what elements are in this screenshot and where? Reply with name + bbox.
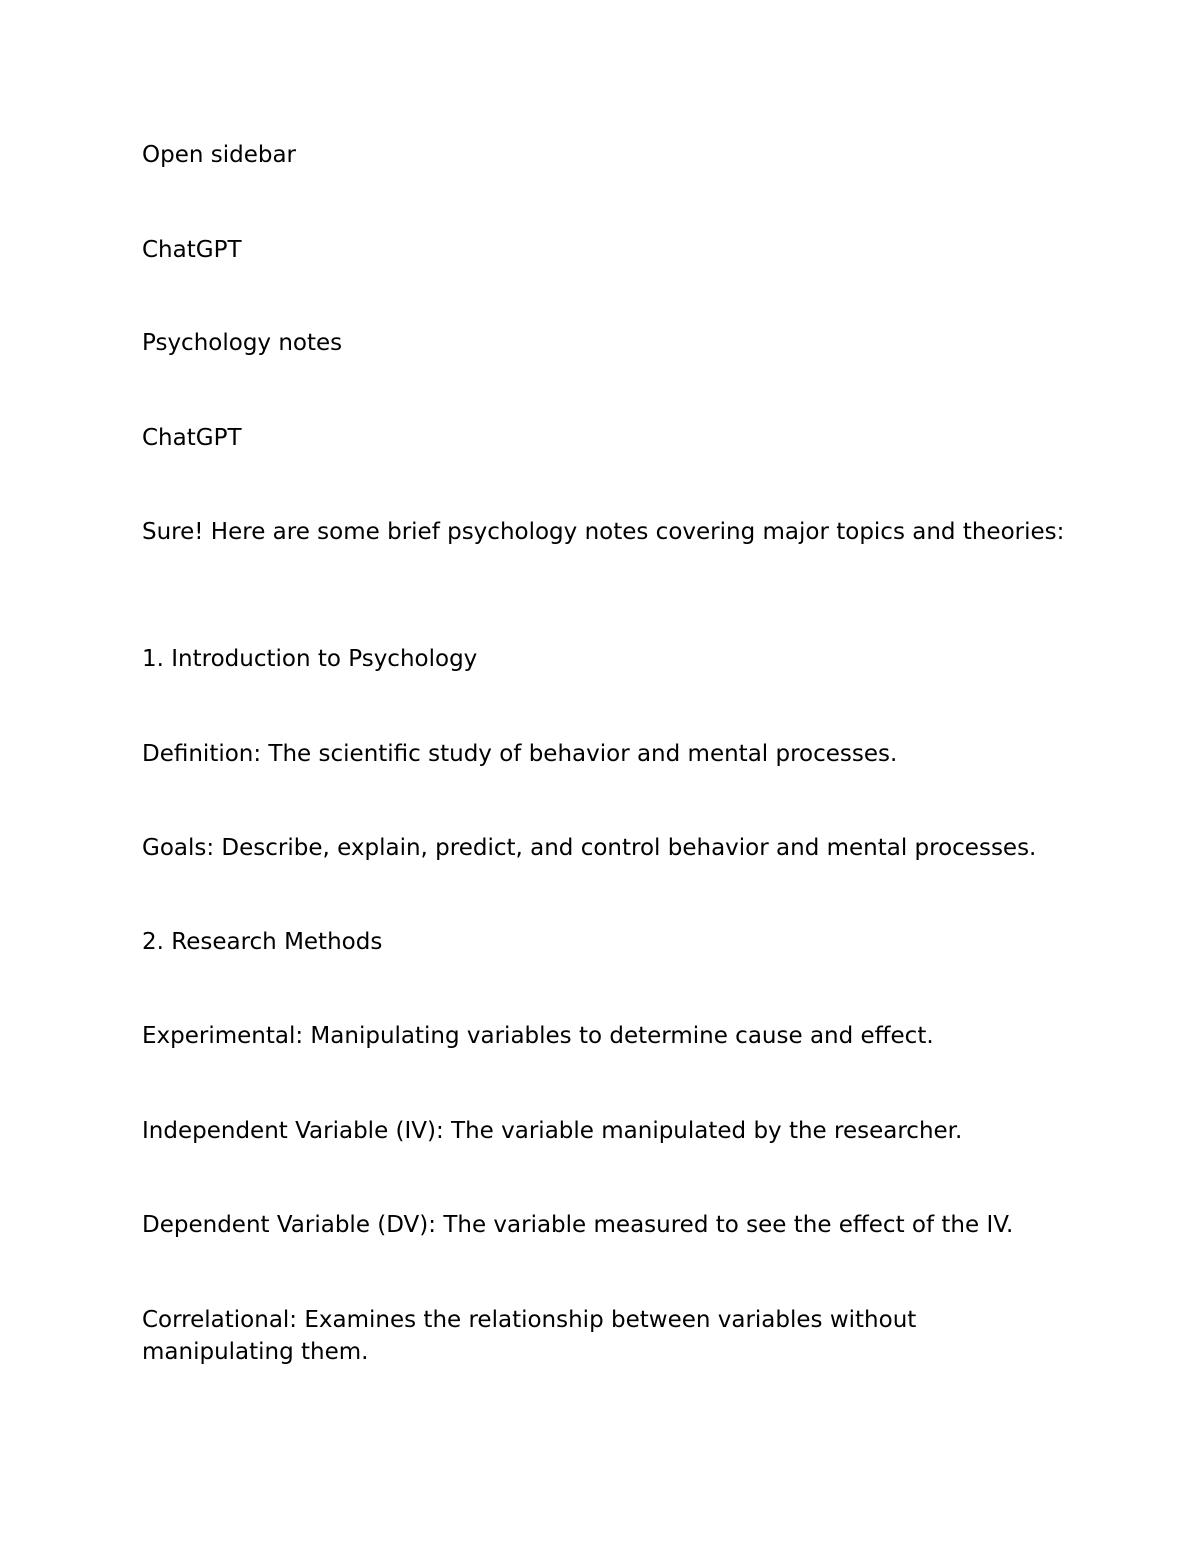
intro-paragraph: Sure! Here are some brief psychology notes covering major topics and theories: xyxy=(142,519,1065,545)
goals-paragraph: Goals: Describe, explain, predict, and control behavior and mental processes. xyxy=(142,835,1037,861)
dependent-variable-paragraph: Dependent Variable (DV): The variable measured to see the effect of the IV. xyxy=(142,1212,1014,1238)
open-sidebar-text: Open sidebar xyxy=(142,142,297,168)
conversation-title: Psychology notes xyxy=(142,330,343,356)
definition-paragraph: Definition: The scientific study of behavior and mental processes. xyxy=(142,741,898,767)
independent-variable-paragraph: Independent Variable (IV): The variable manipulated by the researcher. xyxy=(142,1118,963,1144)
app-name-text: ChatGPT xyxy=(142,237,242,263)
correlational-paragraph: Correlational: Examines the relationship between variables without manipulating them. xyxy=(142,1307,917,1365)
assistant-name-text: ChatGPT xyxy=(142,425,242,451)
section-heading-introduction: 1. Introduction to Psychology xyxy=(142,646,478,672)
experimental-paragraph: Experimental: Manipulating variables to determine cause and effect. xyxy=(142,1023,934,1049)
section-heading-research-methods: 2. Research Methods xyxy=(142,929,383,955)
